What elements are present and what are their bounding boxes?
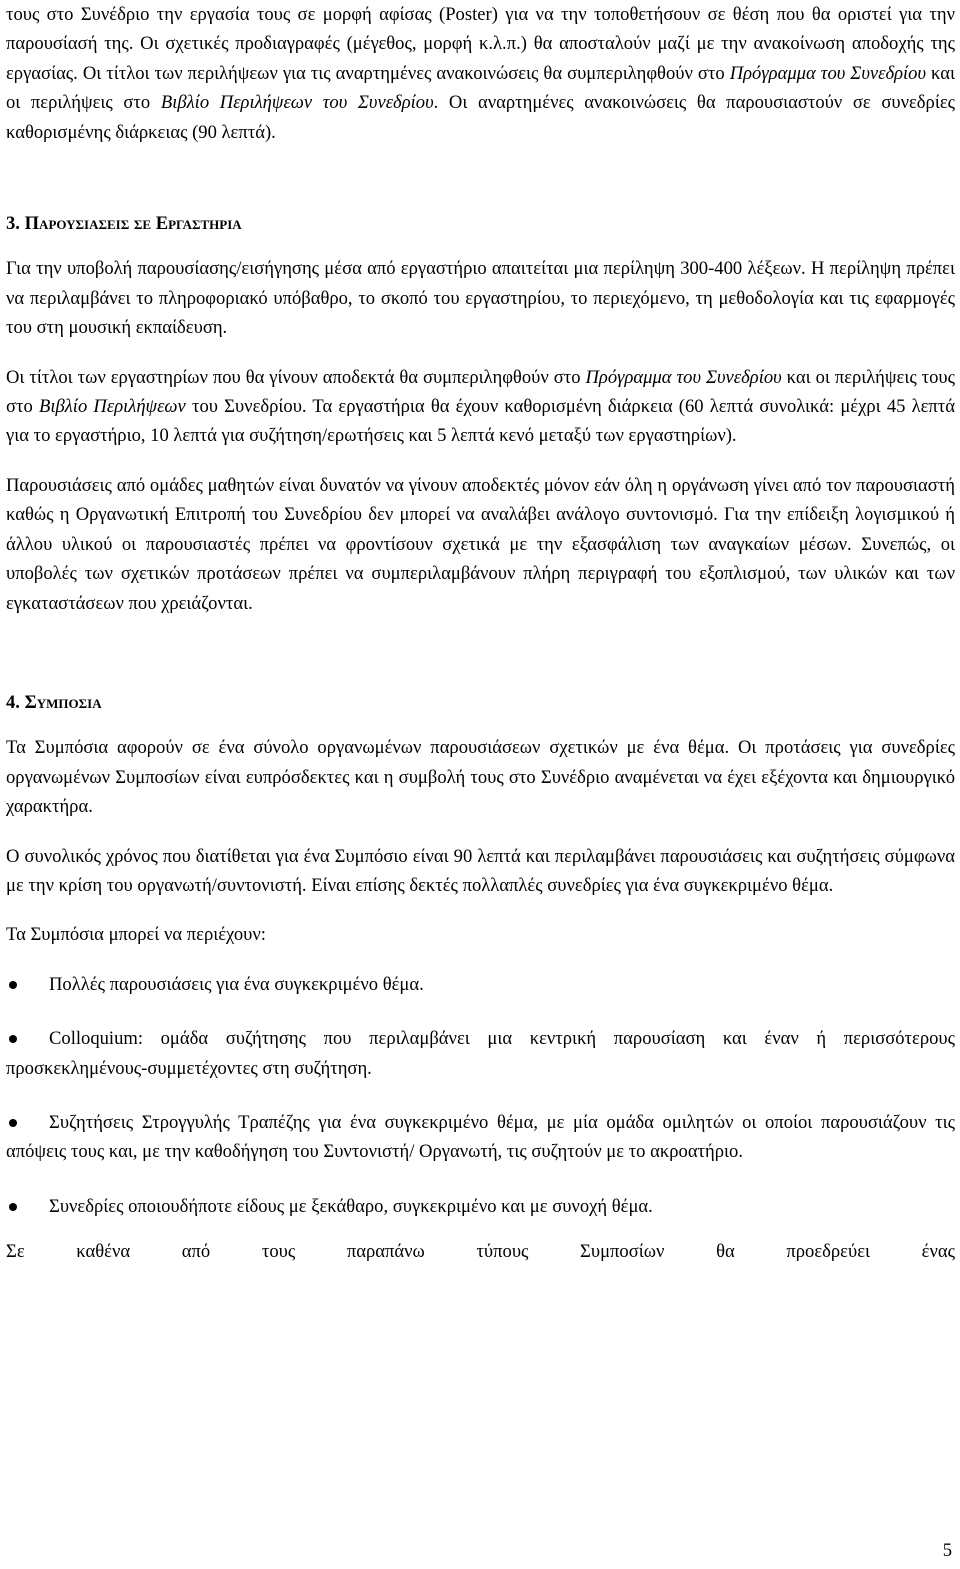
section-4-paragraph-2: Ο συνολικός χρόνος που διατίθεται για ένα Συμπόσιο είναι 90 λεπτά και περιλαμβάνει παρουσιάσεις και συζητήσεις σύμφωνα με την κρίση του οργανωτή/συντονιστή. Είναι επίσης δεκτές πολλαπλές συνεδρίες για ένα συγκεκριμένο θέμα. [6,845,955,896]
section-3-paragraph-2 [6,363,955,451]
list-item [6,970,955,999]
intro-text-3: . Οι αναρτημένες ανακοινώσεις θα παρουσιαστούν σε συνεδρίες καθορισμένης διάρκειας (90 λεπτά). [6,92,956,143]
page-number: 5 [942,1540,952,1561]
section-3-number: 3. [6,213,25,235]
intro-paragraph [6,0,955,147]
bullet-icon [9,981,17,989]
list-item-text: Πολλές παρουσιάσεις για ένα συγκεκριμένο θέμα. [49,973,424,995]
section-3-p2-text-1: Οι τίτλοι των εργαστηρίων που θα γίνουν αποδεκτά θα συμπεριληφθούν στο [6,366,586,388]
section-4-number: 4. [6,691,25,713]
intro-emphasis-abstracts: Βιβλίο Περιλήψεων του Συνεδρίου [160,92,434,114]
section-4-heading [6,688,955,717]
section-3-p2-text-2: και οι περιλήψεις τους στο [6,366,955,418]
section-3-p2-emphasis-abstracts: Βιβλίο Περιλήψεων [38,396,186,418]
bullet-icon [9,1203,17,1211]
section-3-title: Παρουσιασεισ σε Εργαστηρια [24,213,242,235]
section-4-paragraph-1: Τα Συμπόσια αφορούν σε ένα σύνολο οργανωμένων παρουσιάσεων σχετικών με ένα θέμα. Οι προτάσεις για συνεδρίες οργανωμένων Συμποσίων είναι ευπρόσδεκτες και η συμβολή τους στο Συνέδριο αναμένεται να έχει εξέχοντα και δημιουργικό χαρακτήρα. [6,737,955,818]
symposium-types-list [6,970,955,1221]
list-item [6,1108,955,1167]
section-4-title: Συμποσια [24,691,102,713]
intro-text-1: τους στο Συνέδριο την εργασία τους σε μορφή αφίσας (Poster) για να την τοποθετήσουν σε θέση που θα οριστεί για την παρουσίασή της. Οι σχετικές προδιαγραφές (μέγεθος, μορφή κ.λ.π.) θα αποσταλούν μαζί με την ανακοίνωση αποδοχής της εργασίας. Οι τίτλοι των περιλήψεων για τις αναρτημένες ανακοινώσεις θα συμπεριληφθούν στο [6,4,955,84]
intro-text-2: και οι περιλήψεις στο [6,62,955,114]
document-page [6,0,955,1267]
bullet-icon [9,1035,17,1043]
list-item [6,1024,955,1083]
intro-emphasis-program: Πρόγραμμα του Συνεδρίου [729,62,927,84]
list-item [6,1192,955,1221]
section-3-p2-emphasis-program: Πρόγραμμα του Συνεδρίου [585,366,782,388]
section-3-paragraph-3: Παρουσιάσεις από ομάδες μαθητών είναι δυνατόν να γίνουν αποδεκτές μόνον εάν όλη η οργάνωση γίνει από τον παρουσιαστή καθώς η Οργανωτική Επιτροπή του Συνεδρίου δεν μπορεί να αναλάβει ανάλογο συντονισμό. Για την επίδειξη λογισμικού ή άλλου υλικού οι παρουσιαστές πρέπει να φροντίσουν σχετικά με την εξασφάλιση των αναγκαίων μέσων. Συνεπώς, οι υποβολές των σχετικών προτάσεων πρέπει να συμπεριλαμβάνουν πλήρη περιγραφή του εξοπλισμού, των υλικών και των εγκαταστάσεων που χρειάζονται. [6,474,955,614]
section-3-heading [6,209,955,238]
list-item-text: Colloquium: ομάδα συζήτησης που περιλαμβάνει μια κεντρική παρουσίαση και έναν ή περισσότερους προσκεκλημένους-συμμετέχοντες στη συζήτηση. [6,1028,955,1079]
section-4-paragraph-4: Σε καθένα από τους παραπάνω τύπους Συμποσίων θα προεδρεύει ένας [6,1241,955,1263]
section-3-p2-text-3: του Συνεδρίου. Τα εργαστήρια θα έχουν καθορισμένη διάρκεια (60 λεπτά συνολικά: μέχρι 45 λεπτά για το εργαστήριο, 10 λεπτά για συζήτηση/ερωτήσεις και 5 λεπτά κενό μεταξύ των εργαστηρίων). [6,396,956,447]
list-item-text: Συζητήσεις Στρογγυλής Τραπέζης για ένα συγκεκριμένο θέμα, με μία ομάδα ομιλητών οι οποίοι παρουσιάζουν τις απόψεις τους και, με την καθοδήγηση του Συντονιστή/ Οργανωτή, τις συζητούν με το ακροατήριο. [6,1111,955,1163]
list-item-text: Συνεδρίες οποιουδήποτε είδους με ξεκάθαρο, συγκεκριμένο και με συνοχή θέμα. [49,1195,653,1217]
section-4-paragraph-3: Τα Συμπόσια μπορεί να περιέχουν: [6,924,266,946]
bullet-icon [9,1119,17,1127]
section-3-paragraph-1: Για την υποβολή παρουσίασης/εισήγησης μέσα από εργαστήριο απαιτείται μια περίληψη 300-400 λέξεων. Η περίληψη πρέπει να περιλαμβάνει το πληροφοριακό υπόβαθρο, το σκοπό του εργαστηρίου, το περιεχόμενο, τη μεθοδολογία και τις εφαρμογές του στη μουσική εκπαίδευση. [6,258,955,339]
